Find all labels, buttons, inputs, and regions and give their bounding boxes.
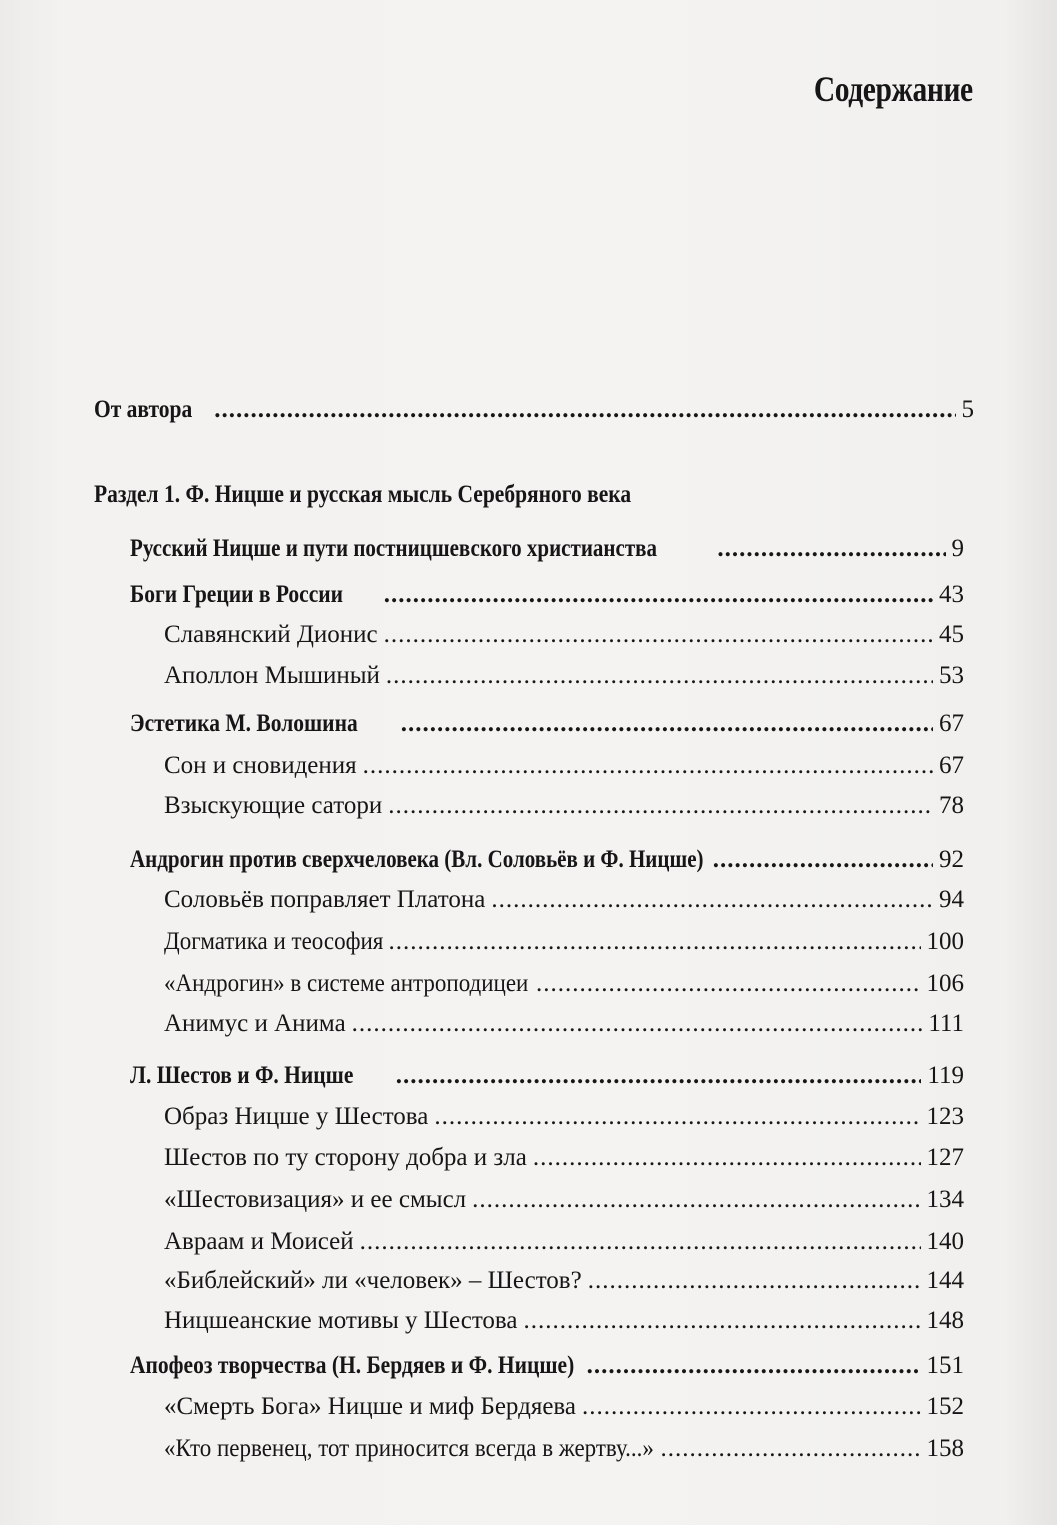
toc-entry-label: «Библейский» ли «человек» – Шестов? [164, 1267, 582, 1294]
toc-page-number: 151 [926, 1352, 964, 1379]
toc-entry-label: Л. Шестов и Ф. Ницше [130, 1062, 354, 1089]
toc-entry [130, 709, 964, 739]
toc-page-number: 100 [926, 928, 964, 955]
toc-entry [164, 1306, 964, 1336]
toc-entry [164, 751, 964, 781]
toc-entry-label: Авраам и Моисей [164, 1228, 354, 1255]
toc-entry-label: «Смерть Бога» Ницше и миф Бердяева [164, 1393, 576, 1420]
toc-entry [164, 620, 964, 650]
toc-entry [164, 661, 964, 691]
toc-entry [164, 1102, 964, 1132]
toc-entry-label: Эстетика М. Волошина [130, 710, 358, 737]
toc-leader-dots [472, 1185, 920, 1215]
toc-entry [164, 969, 964, 999]
toc-entry-label: Русский Ницше и пути постницшевского христианства [130, 535, 658, 562]
toc-page-number: 123 [926, 1103, 964, 1130]
toc-page-number: 92 [939, 846, 964, 873]
toc-entry [164, 1434, 964, 1464]
toc-page-number: 9 [951, 535, 964, 562]
toc-page-number: 94 [939, 886, 964, 913]
toc-entry-label: Андрогин против сверхчеловека (Вл. Соловьёв и Ф. Ницше) [130, 846, 704, 873]
toc-page-number: 53 [939, 662, 964, 689]
toc-entry [164, 791, 964, 821]
toc-page-number: 78 [939, 792, 964, 819]
toc-entry-label: Ницшеанские мотивы у Шестова [164, 1307, 518, 1334]
toc-leader-dots [533, 1143, 921, 1173]
toc-entry [164, 927, 964, 957]
toc-entry [130, 534, 964, 564]
toc-leader-dots [661, 1434, 921, 1464]
toc-leader-dots [396, 1061, 922, 1091]
toc-page-number: 158 [926, 1435, 964, 1462]
toc-leader-dots [386, 661, 933, 691]
toc-leader-dots [588, 1266, 921, 1296]
toc-page-number: 127 [926, 1144, 964, 1171]
toc-entry-label: Шестов по ту сторону добра и зла [164, 1144, 527, 1171]
toc-page-number: 144 [926, 1267, 964, 1294]
toc-entry-label: Апофеоз творчества (Н. Бердяев и Ф. Ницше) [130, 1352, 575, 1379]
toc-leader-dots [536, 969, 920, 999]
toc-page-number: 67 [939, 710, 964, 737]
toc-leader-dots [587, 1351, 921, 1381]
toc-leader-dots [388, 927, 920, 957]
toc-page-number: 140 [926, 1228, 964, 1255]
toc-entry [164, 1009, 964, 1039]
toc-entry [130, 1351, 964, 1381]
toc-page-number: 152 [926, 1393, 964, 1420]
toc-page-number: 148 [926, 1307, 964, 1334]
toc-entry [164, 1143, 964, 1173]
toc-page-number: 106 [926, 970, 964, 997]
toc-leader-dots [582, 1392, 921, 1422]
toc-entry [130, 1061, 964, 1091]
toc-entry-label: Догматика и теософия [164, 928, 384, 955]
toc-entry-preface [94, 395, 974, 425]
toc-entry-label: Образ Ницше у Шестова [164, 1103, 429, 1130]
toc-entry [164, 1227, 964, 1257]
toc-leader-dots [524, 1306, 921, 1336]
toc-entry [164, 1392, 964, 1422]
toc-entry-label: Сон и сновидения [164, 752, 357, 779]
toc-leader-dots [388, 791, 933, 821]
toc-page-number: 119 [927, 1062, 964, 1089]
section-heading [94, 480, 974, 510]
toc-entry-label: Аполлон Мышиный [164, 662, 380, 689]
toc-entry [164, 1266, 964, 1296]
toc-entry [130, 845, 964, 875]
toc-entry-label: Славянский Дионис [164, 621, 378, 648]
toc-entry [164, 1185, 964, 1215]
toc-leader-dots [491, 885, 933, 915]
toc-entry [130, 580, 964, 610]
toc-page-number: 5 [961, 396, 974, 423]
toc-entry-label: Анимус и Анима [164, 1010, 346, 1037]
toc-page-number: 45 [939, 621, 964, 648]
toc-leader-dots [214, 395, 955, 425]
toc-page-number: 111 [928, 1010, 964, 1037]
toc-entry-label: От автора [94, 396, 193, 423]
toc-leader-dots [401, 709, 933, 739]
toc-leader-dots [352, 1009, 923, 1039]
toc-page-number: 67 [939, 752, 964, 779]
toc-leader-dots [717, 534, 945, 564]
section-heading-label: Раздел 1. Ф. Ницше и русская мысль Серебряного века [94, 481, 632, 508]
toc-leader-dots [360, 1227, 921, 1257]
toc-entry [164, 885, 964, 915]
page-title: Содержание [814, 69, 973, 109]
toc-leader-dots [434, 1102, 920, 1132]
toc-entry-label: «Андрогин» в системе антроподицеи [164, 970, 529, 997]
toc-entry-label: «Шестовизация» и ее смысл [164, 1186, 467, 1213]
toc-entry-label: Боги Греции в России [130, 581, 344, 608]
toc-leader-dots [363, 751, 933, 781]
toc-leader-dots [384, 580, 933, 610]
toc-entry-label: «Кто первенец, тот приносится всегда в жертву...» [164, 1435, 654, 1462]
toc-leader-dots [384, 620, 933, 650]
toc-leader-dots [713, 845, 933, 875]
toc-entry-label: Взыскующие сатори [164, 792, 383, 819]
toc-page-number: 43 [939, 581, 964, 608]
toc-entry-label: Соловьёв поправляет Платона [164, 886, 486, 913]
toc-page-number: 134 [926, 1186, 964, 1213]
